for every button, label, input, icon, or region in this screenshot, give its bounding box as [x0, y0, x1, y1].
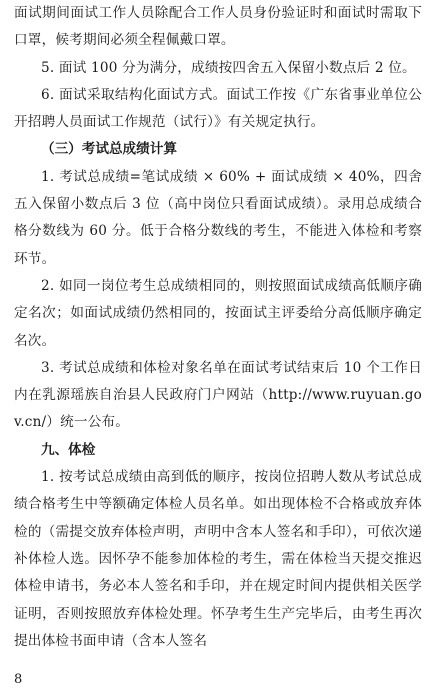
- document-body: [14, 0, 422, 655]
- paragraph-total-score-2: 2. 如同一岗位考生总成绩相同的，则按照面试成绩高低顺序确定名次；如面试成绩仍然相同的，按面试主评委给分高低顺序确定名次。: [14, 277, 422, 349]
- paragraph-total-score-1: 1. 考试总成绩=笔试成绩 × 60% + 面试成绩 × 40%，四舍五入保留小数点后 3 位（高中岗位只看面试成绩）。录用总成绩合格分数线为 60 分。低于合格分数线的考生，不能进入体检和考察环节。: [14, 168, 422, 267]
- section-heading-physical-exam: 九、体检: [41, 441, 96, 458]
- section-heading-total-score: （三）考试总成绩计算: [41, 141, 177, 158]
- paragraph-mask-rules: 面试期间面试工作人员除配合工作人员身份验证时和面试时需取下口罩，候考期间必须全程佩戴口罩。: [14, 5, 422, 49]
- paragraph-item-6: 6. 面试采取结构化面试方式。面试工作按《广东省事业单位公开招聘人员面试工作规范（试行）》有关规定执行。: [14, 86, 422, 131]
- paragraph-total-score-3: 3. 考试总成绩和体检对象名单在面试考试结束后 10 个工作日内在乳源瑶族自治县人民政府门户网站（http://www.ruyuan.gov.cn/）统一公布。: [14, 359, 422, 431]
- paragraph-physical-exam-1: 1. 按考试总成绩由高到低的顺序，按岗位招聘人数从考试总成绩合格考生中等额确定体检人员名单。如出现体检不合格或放弃体检的（需提交放弃体检声明，声明中含本人签名和手印），可依次递补体检人选。因怀孕不能参加体检的考生，需在体检当天提交推迟体检申请书，务必本人签名和手印，并在规定时间内提供相关医学证明，否则按照放弃体检处理。怀孕考生生产完毕后，由考生再次提出体检书面申请（含本人签名: [14, 469, 422, 649]
- paragraph-item-5: 5. 面试 100 分为满分，成绩按四舍五入保留小数点后 2 位。: [41, 59, 416, 76]
- page-number: 8: [14, 672, 23, 687]
